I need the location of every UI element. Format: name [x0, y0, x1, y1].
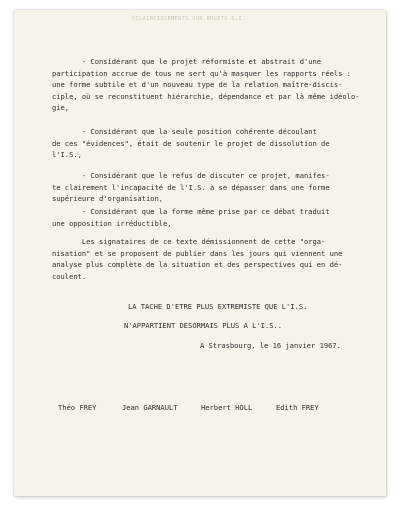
letterhead: ÉCLAIRCISSEMENTS SUR BRUITS S.I.: [132, 16, 246, 22]
paragraph-participation: - Considérant que le projet réformiste et abstrait d'une participation accrue de tous ne sert qu'à masquer les rapports réels : une forme subtile et d'un nouveau type de la relation maître-discis- ciple, où se reconstituent hiérarchie, dépendance et par là même idéolo- gie,: [52, 57, 360, 113]
signatory-edith-frey: Edith FREY: [276, 403, 319, 412]
document-page: [14, 10, 386, 496]
slogan-line-2: N'APPARTIENT DESORMAIS PLUS A L'I.S..: [124, 321, 283, 330]
slogan-line-1: LA TACHE D'ETRE PLUS EXTREMISTE QUE L'I.S.: [128, 302, 308, 311]
paragraph-opposition: - Considérant que la forme même prise par ce débat traduit une opposition irréductible,: [52, 207, 330, 228]
paragraph-resignation: Les signataires de ce texte démissionnent de cette "orga- nisation" et se proposent de publier dans les jours qui viennent une analyse plus complète de la situation et des perspectives qui en dé- coulent.: [52, 237, 343, 281]
paragraph-refusal: - Considérant que le refus de discuter ce projet, manifes- te clairement l'incapacité de l'I.S. à se dépasser dans une forme supérieure d'organisation,: [52, 171, 330, 204]
signatory-theo-frey: Théo FREY: [58, 403, 97, 412]
signatory-herbert-holl: Herbert HOLL: [201, 403, 253, 412]
paragraph-dissolution: - Considérant que la seule position cohérente découlant de ces "évidences", était de soutenir le projet de dissolution de l'I.S.,: [52, 127, 330, 160]
signatory-jean-garnault: Jean GARNAULT: [122, 403, 178, 412]
place-and-date: A Strasbourg, le 16 janvier 1967.: [200, 341, 341, 350]
